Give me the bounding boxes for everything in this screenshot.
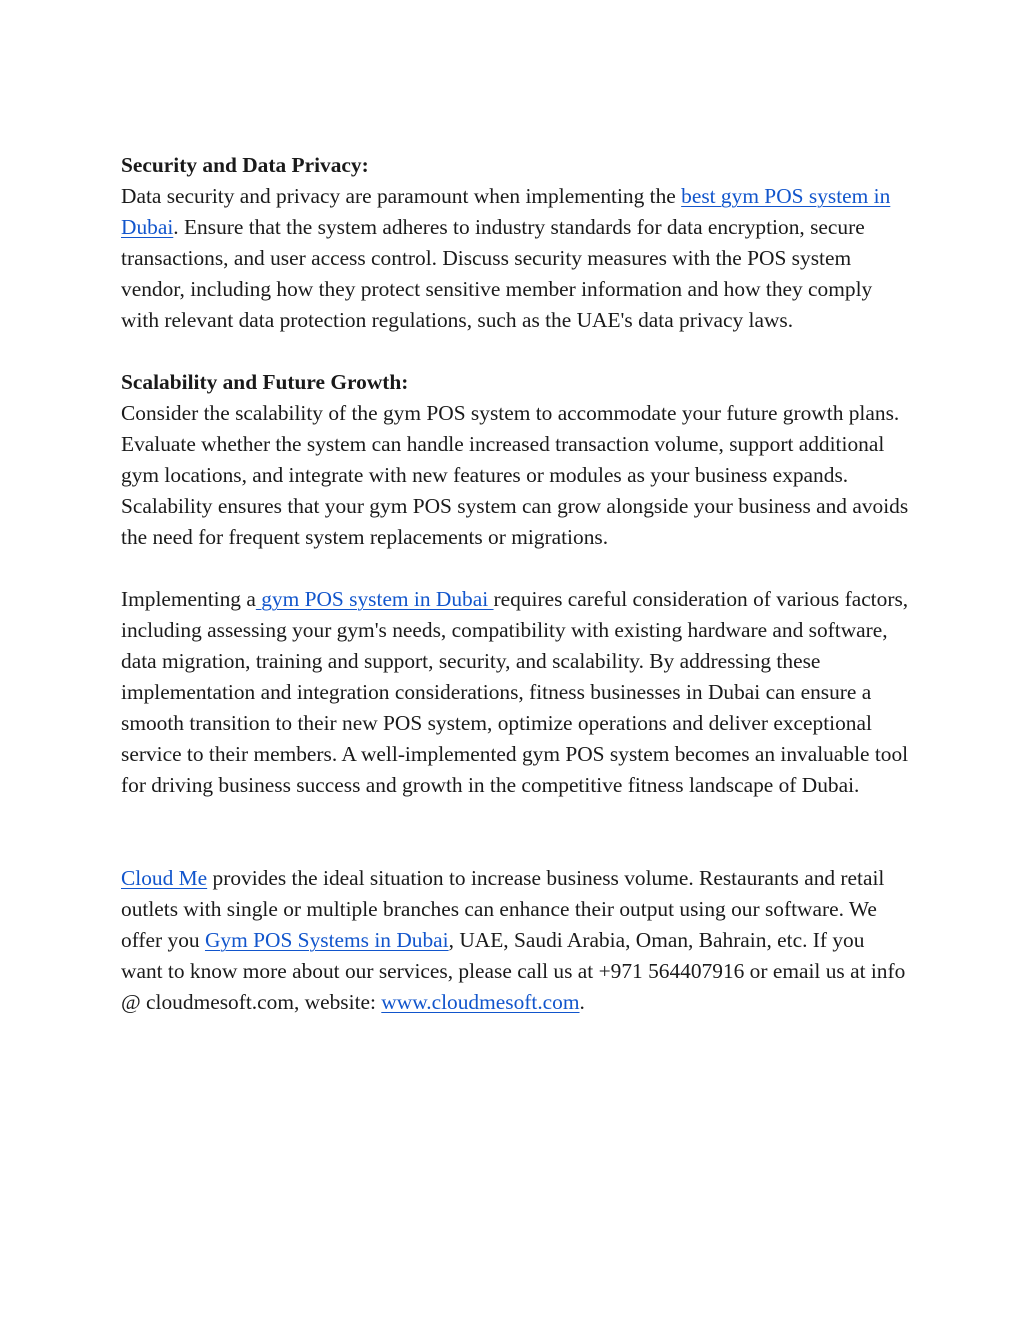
implementing-text-1: Implementing a <box>121 587 256 611</box>
gym-pos-systems-dubai-link[interactable]: Gym POS Systems in Dubai <box>204 928 449 952</box>
security-text-1: Data security and privacy are paramount when implementing the <box>121 184 682 208</box>
implementing-text-2: requires careful consideration of various factors, including assessing your gym's needs, compatibility with existing hardware and software, data migration, training and support, security, and scalability. By addressing these implementation and integration considerations, fitness businesses in Dubai can ensure a smooth transition to their new POS system, optimize operations and deliver exceptional service to their members. A well-implemented gym POS system becomes an invaluable tool for driving business success and growth in the competitive fitness landscape of Dubai. <box>121 587 909 797</box>
cloudme-text-1: provides the ideal situation to increase business volume. Restaurants and retail outlets with single or multiple branches can enhance their output using our software. We offer you <box>121 866 885 952</box>
cloudme-text-2: , UAE, Saudi Arabia, Oman, Bahrain, etc. If you want to know more about our services, please call us at +971 564407916 or email us at info @ cloudmesoft.com, website: <box>121 928 906 1014</box>
document-page <box>121 150 911 1018</box>
scalability-section <box>121 367 911 553</box>
gym-pos-dubai-link[interactable]: gym POS system in Dubai <box>255 587 494 611</box>
security-section <box>121 150 911 336</box>
implementing-paragraph <box>121 584 911 801</box>
cloudme-section <box>121 863 911 1018</box>
scalability-paragraph: Consider the scalability of the gym POS system to accommodate your future growth plans. Evaluate whether the system can handle increased transaction volume, support additional gym locations, and integrate with new features or modules as your business expands. Scalability ensures that your gym POS system can grow alongside your business and avoids the need for frequent system replacements or migrations. <box>121 401 909 549</box>
cloud-me-link[interactable]: Cloud Me <box>121 866 208 890</box>
scalability-heading: Scalability and Future Growth: <box>121 370 409 394</box>
security-text-2: . Ensure that the system adheres to industry standards for data encryption, secure transactions, and user access control. Discuss security measures with the POS system vendor, including how they protect sensitive member information and how they comply with relevant data protection regulations, such as the UAE's data privacy laws. <box>121 215 873 332</box>
security-heading: Security and Data Privacy: <box>121 153 369 177</box>
website-link[interactable]: www.cloudmesoft.com <box>381 990 580 1014</box>
cloudme-paragraph <box>121 863 911 1018</box>
best-gym-pos-link[interactable]: best gym POS system in Dubai <box>121 184 891 239</box>
security-paragraph <box>121 181 911 336</box>
cloudme-text-3: . <box>579 990 585 1014</box>
implementing-section <box>121 584 911 801</box>
